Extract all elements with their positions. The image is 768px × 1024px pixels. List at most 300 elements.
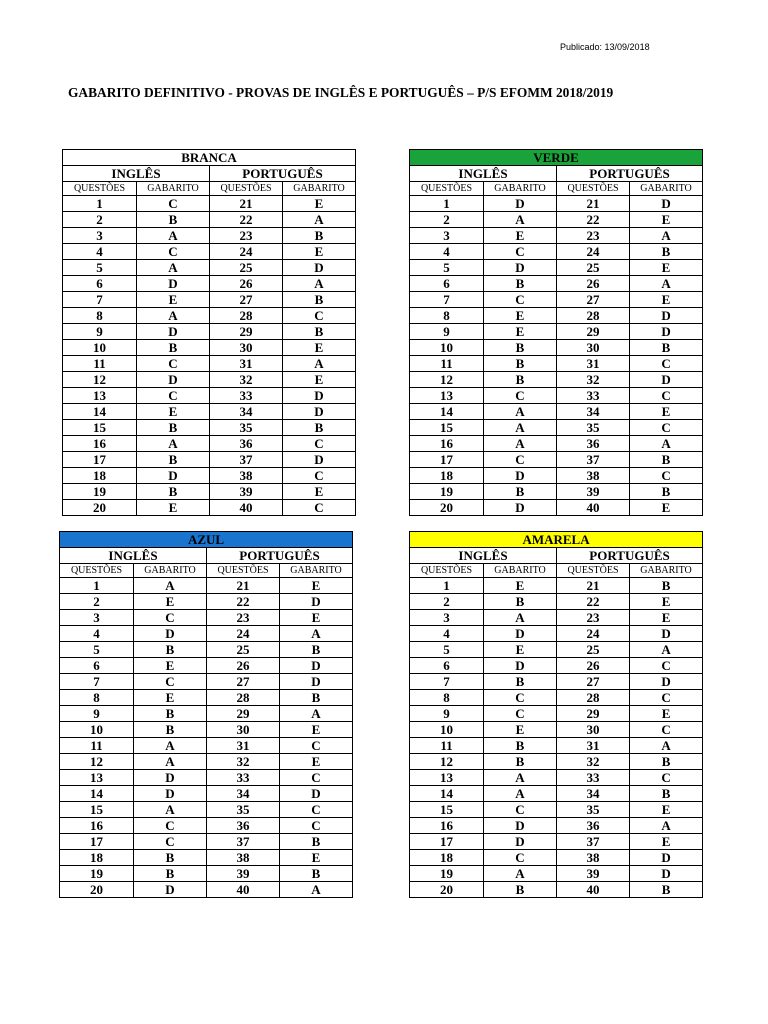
question-number: 19 — [60, 866, 134, 882]
table-row — [410, 484, 703, 500]
question-number: 34 — [557, 786, 630, 802]
table-row — [63, 228, 356, 244]
table-row — [410, 674, 703, 690]
answer-cell: D — [484, 260, 557, 276]
answer-cell: D — [630, 308, 703, 324]
question-number: 34 — [210, 404, 283, 420]
question-number: 9 — [63, 324, 137, 340]
answer-cell: C — [137, 196, 210, 212]
question-number: 1 — [63, 196, 137, 212]
answer-cell: E — [280, 610, 353, 626]
table-row — [410, 244, 703, 260]
question-number: 25 — [557, 260, 630, 276]
question-number: 12 — [63, 372, 137, 388]
question-number: 23 — [207, 610, 280, 626]
question-number: 15 — [410, 802, 484, 818]
question-number: 7 — [410, 292, 484, 308]
answer-cell: E — [630, 706, 703, 722]
question-number: 36 — [207, 818, 280, 834]
answer-cell: E — [484, 324, 557, 340]
question-number: 39 — [210, 484, 283, 500]
question-number: 33 — [557, 388, 630, 404]
table-row — [410, 770, 703, 786]
answer-cell: A — [484, 786, 557, 802]
booklet-color-label: BRANCA — [63, 150, 356, 166]
answer-cell: E — [630, 594, 703, 610]
answer-cell: A — [630, 738, 703, 754]
answer-cell: A — [630, 436, 703, 452]
table-row — [60, 866, 353, 882]
question-number: 10 — [63, 340, 137, 356]
answer-cell: E — [630, 260, 703, 276]
question-number: 38 — [207, 850, 280, 866]
table-row — [63, 276, 356, 292]
answer-cell: A — [630, 818, 703, 834]
question-number: 13 — [410, 388, 484, 404]
answer-cell: B — [484, 276, 557, 292]
question-number: 31 — [207, 738, 280, 754]
answer-cell: C — [137, 356, 210, 372]
question-number: 15 — [63, 420, 137, 436]
question-number: 36 — [210, 436, 283, 452]
question-number: 11 — [60, 738, 134, 754]
table-row — [410, 610, 703, 626]
question-number: 35 — [207, 802, 280, 818]
answer-cell: B — [137, 420, 210, 436]
answer-cell: E — [283, 196, 356, 212]
answer-cell: A — [137, 228, 210, 244]
answer-cell: C — [137, 244, 210, 260]
question-number: 13 — [410, 770, 484, 786]
question-number: 26 — [210, 276, 283, 292]
answer-cell: B — [630, 754, 703, 770]
table-row — [63, 452, 356, 468]
question-number: 22 — [557, 212, 630, 228]
question-number: 27 — [557, 674, 630, 690]
answer-cell: A — [484, 610, 557, 626]
column-header-row — [60, 564, 353, 578]
answer-cell: A — [280, 626, 353, 642]
question-number: 8 — [60, 690, 134, 706]
table-band-row — [63, 150, 356, 166]
question-number: 24 — [207, 626, 280, 642]
question-number: 21 — [557, 196, 630, 212]
table-row — [410, 738, 703, 754]
question-number: 4 — [410, 626, 484, 642]
answer-cell: B — [630, 484, 703, 500]
question-number: 40 — [210, 500, 283, 516]
question-number: 7 — [63, 292, 137, 308]
question-number: 22 — [207, 594, 280, 610]
answer-cell: B — [484, 372, 557, 388]
question-number: 8 — [410, 308, 484, 324]
question-number: 24 — [557, 244, 630, 260]
answer-cell: B — [280, 834, 353, 850]
question-number: 16 — [410, 436, 484, 452]
answer-cell: B — [630, 578, 703, 594]
table-row — [60, 722, 353, 738]
answer-cell: E — [630, 292, 703, 308]
answer-cell: E — [134, 658, 207, 674]
table-row — [410, 594, 703, 610]
question-number: 40 — [557, 500, 630, 516]
table-row — [410, 690, 703, 706]
question-number: 21 — [207, 578, 280, 594]
subject-header-row — [410, 166, 703, 182]
answer-cell: D — [137, 276, 210, 292]
answer-cell: E — [484, 308, 557, 324]
question-number: 28 — [557, 308, 630, 324]
answer-cell: C — [484, 452, 557, 468]
answer-cell: A — [134, 802, 207, 818]
answer-cell: C — [484, 388, 557, 404]
question-number: 9 — [410, 706, 484, 722]
answer-cell: B — [484, 882, 557, 898]
booklet-color-label: AMARELA — [410, 532, 703, 548]
answer-cell: B — [283, 324, 356, 340]
question-number: 17 — [60, 834, 134, 850]
answer-cell: C — [484, 802, 557, 818]
answer-cell: D — [630, 372, 703, 388]
question-number: 2 — [410, 594, 484, 610]
answer-cell: C — [630, 468, 703, 484]
answer-cell: D — [137, 468, 210, 484]
answer-cell: B — [484, 356, 557, 372]
table-row — [410, 802, 703, 818]
question-number: 31 — [557, 738, 630, 754]
question-number: 33 — [207, 770, 280, 786]
table-row — [60, 834, 353, 850]
answer-key-branca — [62, 149, 356, 516]
answer-cell: C — [484, 850, 557, 866]
answer-cell: C — [283, 308, 356, 324]
answer-cell: E — [137, 292, 210, 308]
question-number: 4 — [63, 244, 137, 260]
question-number: 19 — [410, 866, 484, 882]
answer-cell: C — [484, 690, 557, 706]
question-number: 27 — [210, 292, 283, 308]
table-row — [410, 388, 703, 404]
answer-cell: D — [484, 658, 557, 674]
answer-cell: A — [283, 212, 356, 228]
answer-cell: B — [134, 722, 207, 738]
answer-cell: C — [283, 500, 356, 516]
table-row — [63, 388, 356, 404]
question-number: 16 — [60, 818, 134, 834]
question-number: 11 — [410, 356, 484, 372]
question-number: 39 — [557, 484, 630, 500]
subject-ingles: INGLÊS — [410, 166, 557, 182]
question-number: 18 — [63, 468, 137, 484]
answer-cell: C — [280, 738, 353, 754]
col-gabarito: GABARITO — [484, 564, 557, 578]
answer-cell: B — [630, 244, 703, 260]
question-number: 32 — [557, 372, 630, 388]
table-row — [63, 484, 356, 500]
answer-cell: E — [484, 578, 557, 594]
answer-cell: B — [283, 292, 356, 308]
question-number: 38 — [210, 468, 283, 484]
table-row — [63, 212, 356, 228]
col-questoes: QUESTÕES — [210, 182, 283, 196]
answer-cell: D — [484, 468, 557, 484]
answer-cell: A — [137, 260, 210, 276]
question-number: 30 — [210, 340, 283, 356]
answer-cell: C — [134, 674, 207, 690]
answer-cell: B — [137, 452, 210, 468]
answer-cell: B — [484, 674, 557, 690]
col-gabarito: GABARITO — [630, 182, 703, 196]
subject-portugues: PORTUGUÊS — [557, 548, 703, 564]
question-number: 14 — [410, 786, 484, 802]
question-number: 26 — [207, 658, 280, 674]
answer-cell: C — [134, 610, 207, 626]
answer-cell: E — [630, 834, 703, 850]
table-row — [410, 196, 703, 212]
answer-cell: A — [630, 228, 703, 244]
question-number: 22 — [210, 212, 283, 228]
question-number: 38 — [557, 468, 630, 484]
question-number: 17 — [410, 452, 484, 468]
answer-cell: D — [280, 594, 353, 610]
table-row — [410, 436, 703, 452]
answer-cell: D — [283, 452, 356, 468]
table-row — [63, 244, 356, 260]
question-number: 10 — [410, 722, 484, 738]
answer-cell: A — [484, 436, 557, 452]
answer-cell: A — [283, 276, 356, 292]
table-row — [410, 212, 703, 228]
table-row — [410, 500, 703, 516]
table-row — [60, 850, 353, 866]
column-header-row — [63, 182, 356, 196]
booklet-color-label: AZUL — [60, 532, 353, 548]
answer-cell: D — [134, 882, 207, 898]
answer-cell: B — [134, 850, 207, 866]
question-number: 17 — [410, 834, 484, 850]
question-number: 23 — [557, 228, 630, 244]
table-row — [63, 372, 356, 388]
answer-cell: C — [630, 420, 703, 436]
col-gabarito: GABARITO — [137, 182, 210, 196]
answer-cell: B — [630, 452, 703, 468]
subject-header-row — [60, 548, 353, 564]
answer-cell: C — [484, 292, 557, 308]
table-row — [60, 578, 353, 594]
answer-cell: C — [630, 388, 703, 404]
question-number: 29 — [207, 706, 280, 722]
table-row — [60, 626, 353, 642]
question-number: 37 — [210, 452, 283, 468]
question-number: 28 — [210, 308, 283, 324]
question-number: 20 — [410, 882, 484, 898]
answer-cell: C — [630, 356, 703, 372]
question-number: 25 — [207, 642, 280, 658]
question-number: 27 — [557, 292, 630, 308]
question-number: 35 — [210, 420, 283, 436]
question-number: 1 — [410, 196, 484, 212]
question-number: 3 — [60, 610, 134, 626]
table-row — [410, 404, 703, 420]
table-row — [410, 420, 703, 436]
answer-cell: E — [484, 722, 557, 738]
question-number: 16 — [410, 818, 484, 834]
answer-cell: D — [484, 626, 557, 642]
answer-cell: E — [283, 340, 356, 356]
col-questoes: QUESTÕES — [410, 182, 484, 196]
answer-cell: D — [630, 196, 703, 212]
col-questoes: QUESTÕES — [60, 564, 134, 578]
table-row — [60, 738, 353, 754]
question-number: 2 — [63, 212, 137, 228]
question-number: 36 — [557, 436, 630, 452]
question-number: 6 — [410, 658, 484, 674]
table-row — [410, 834, 703, 850]
answer-cell: C — [280, 818, 353, 834]
answer-cell: E — [137, 404, 210, 420]
question-number: 13 — [63, 388, 137, 404]
table-row — [63, 324, 356, 340]
answer-cell: D — [484, 500, 557, 516]
answer-cell: B — [484, 738, 557, 754]
answer-cell: C — [630, 690, 703, 706]
question-number: 39 — [557, 866, 630, 882]
answer-cell: E — [280, 578, 353, 594]
question-number: 35 — [557, 802, 630, 818]
answer-cell: B — [134, 642, 207, 658]
table-row — [63, 356, 356, 372]
answer-cell: E — [134, 690, 207, 706]
question-number: 8 — [410, 690, 484, 706]
answer-cell: D — [283, 260, 356, 276]
table-row — [410, 324, 703, 340]
column-header-row — [410, 564, 703, 578]
question-number: 12 — [410, 754, 484, 770]
table-row — [410, 658, 703, 674]
answer-cell: B — [484, 340, 557, 356]
question-number: 7 — [60, 674, 134, 690]
table-row — [410, 228, 703, 244]
table-row — [410, 882, 703, 898]
answer-cell: D — [630, 626, 703, 642]
answer-cell: E — [134, 594, 207, 610]
question-number: 13 — [60, 770, 134, 786]
question-number: 1 — [60, 578, 134, 594]
answer-cell: D — [283, 404, 356, 420]
answer-cell: E — [630, 500, 703, 516]
table-row — [60, 610, 353, 626]
question-number: 17 — [63, 452, 137, 468]
question-number: 6 — [60, 658, 134, 674]
question-number: 29 — [210, 324, 283, 340]
table-row — [410, 578, 703, 594]
table-row — [60, 754, 353, 770]
question-number: 33 — [210, 388, 283, 404]
table-row — [60, 770, 353, 786]
answer-cell: B — [134, 706, 207, 722]
question-number: 28 — [207, 690, 280, 706]
col-gabarito: GABARITO — [283, 182, 356, 196]
question-number: 6 — [410, 276, 484, 292]
answer-cell: C — [283, 468, 356, 484]
question-number: 7 — [410, 674, 484, 690]
question-number: 34 — [207, 786, 280, 802]
table-row — [60, 786, 353, 802]
table-row — [63, 500, 356, 516]
question-number: 28 — [557, 690, 630, 706]
question-number: 5 — [60, 642, 134, 658]
question-number: 5 — [410, 642, 484, 658]
answer-key-verde — [409, 149, 703, 516]
question-number: 33 — [557, 770, 630, 786]
published-date: Publicado: 13/09/2018 — [560, 42, 650, 52]
question-number: 30 — [557, 340, 630, 356]
question-number: 22 — [557, 594, 630, 610]
table-row — [410, 866, 703, 882]
answer-cell: C — [137, 388, 210, 404]
table-row — [410, 850, 703, 866]
question-number: 9 — [60, 706, 134, 722]
table-row — [410, 276, 703, 292]
question-number: 29 — [557, 706, 630, 722]
answer-cell: C — [280, 770, 353, 786]
answer-cell: E — [280, 722, 353, 738]
question-number: 20 — [63, 500, 137, 516]
answer-cell: D — [137, 372, 210, 388]
answer-cell: A — [280, 882, 353, 898]
question-number: 29 — [557, 324, 630, 340]
question-number: 11 — [410, 738, 484, 754]
subject-portugues: PORTUGUÊS — [210, 166, 356, 182]
answer-cell: B — [134, 866, 207, 882]
answer-key-amarela — [409, 531, 703, 898]
table-row — [410, 308, 703, 324]
question-number: 37 — [557, 452, 630, 468]
question-number: 4 — [60, 626, 134, 642]
answer-cell: C — [630, 722, 703, 738]
question-number: 36 — [557, 818, 630, 834]
answer-cell: E — [630, 610, 703, 626]
subject-header-row — [63, 166, 356, 182]
question-number: 12 — [60, 754, 134, 770]
answer-cell: E — [283, 372, 356, 388]
question-number: 25 — [557, 642, 630, 658]
answer-cell: E — [630, 802, 703, 818]
table-row — [410, 468, 703, 484]
table-row — [410, 706, 703, 722]
table-row — [410, 722, 703, 738]
col-questoes: QUESTÕES — [207, 564, 280, 578]
table-row — [60, 674, 353, 690]
col-questoes: QUESTÕES — [557, 182, 630, 196]
answer-cell: E — [484, 228, 557, 244]
answer-cell: C — [630, 770, 703, 786]
table-row — [63, 292, 356, 308]
answer-cell: B — [137, 484, 210, 500]
answer-cell: C — [484, 706, 557, 722]
answer-cell: C — [630, 658, 703, 674]
question-number: 23 — [557, 610, 630, 626]
question-number: 18 — [410, 850, 484, 866]
answer-cell: A — [484, 404, 557, 420]
subject-ingles: INGLÊS — [63, 166, 210, 182]
question-number: 2 — [60, 594, 134, 610]
document-title: GABARITO DEFINITIVO - PROVAS DE INGLÊS E PORTUGUÊS – P/S EFOMM 2018/2019 — [68, 85, 614, 100]
answer-cell: A — [283, 356, 356, 372]
table-row — [60, 706, 353, 722]
answer-cell: B — [630, 882, 703, 898]
table-row — [410, 292, 703, 308]
